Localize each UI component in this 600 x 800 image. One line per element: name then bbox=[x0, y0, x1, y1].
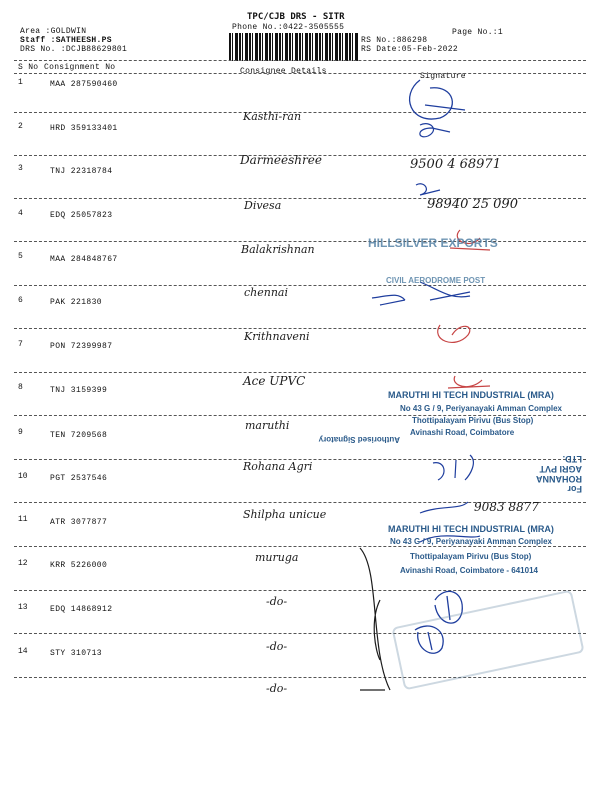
row-consignment: STY 310713 bbox=[50, 649, 103, 658]
row-sno: 14 bbox=[18, 647, 28, 656]
row-sno: 7 bbox=[18, 340, 23, 349]
row-consignment: TNJ 3159399 bbox=[50, 386, 108, 395]
row-sno: 2 bbox=[18, 122, 23, 131]
consignee-handwriting: -do- bbox=[266, 595, 288, 608]
maruthi-stamp-line: Avinashi Road, Coimbatore bbox=[410, 428, 515, 437]
row-consignment: MAA 287590460 bbox=[50, 80, 118, 89]
col-consignee: Consignee Details bbox=[240, 67, 327, 76]
hillsilver-stamp-line: CIVIL AERODROME POST bbox=[386, 276, 486, 285]
signature-phone: 9083 8877 bbox=[474, 500, 539, 514]
hillsilver-stamp-title: HILLSILVER EXPORTS bbox=[368, 236, 498, 250]
maruthi-stamp-line: Thottipalayam Pirivu (Bus Stop) bbox=[410, 552, 532, 561]
row-sno: 8 bbox=[18, 383, 23, 392]
col-consignment: Consignment No bbox=[44, 63, 116, 72]
row-sno: 10 bbox=[18, 472, 28, 481]
row-sno: 6 bbox=[18, 296, 23, 305]
maruthi-stamp-line: No 43 G / 9, Periyanayaki Amman Complex bbox=[390, 537, 552, 546]
consignee-handwriting: Ace UPVC bbox=[243, 374, 306, 388]
consignee-handwriting: Kasthi-ran bbox=[243, 110, 302, 123]
phone-number: Phone No.:0422-3505555 bbox=[232, 23, 345, 32]
consignee-handwriting: Balakrishnan bbox=[241, 243, 315, 256]
maruthi-stamp-line: Thottipalayam Pirivu (Bus Stop) bbox=[412, 416, 534, 425]
maruthi-stamp-title: MARUTHI HI TECH INDUSTRIAL (MRA) bbox=[388, 390, 554, 400]
staff-label: Staff :SATHEESH.PS bbox=[20, 36, 112, 45]
consignee-handwriting: Darmeeshree bbox=[240, 153, 322, 167]
row-sno: 11 bbox=[18, 515, 28, 524]
consignee-handwriting: Rohana Agri bbox=[243, 460, 313, 473]
rs-date: RS Date:05-Feb-2022 bbox=[361, 45, 458, 54]
row-sno: 5 bbox=[18, 252, 23, 261]
drs-number: DRS No. :DCJB88629801 bbox=[20, 45, 128, 54]
row-consignment: PGT 2537546 bbox=[50, 474, 108, 483]
consignee-handwriting: Shilpha unicue bbox=[243, 508, 327, 521]
consignee-handwriting: chennai bbox=[244, 286, 288, 299]
rs-number: RS No.:886298 bbox=[361, 36, 428, 45]
row-sno: 13 bbox=[18, 603, 28, 612]
row-consignment: PAK 221830 bbox=[50, 298, 103, 307]
col-sno: S No bbox=[18, 63, 39, 72]
signature-phone: 98940 25 090 bbox=[427, 197, 518, 212]
row-consignment: TNJ 22318784 bbox=[50, 167, 113, 176]
consignee-handwriting: muruga bbox=[255, 551, 299, 564]
signature-phone: 9500 4 68971 bbox=[410, 157, 501, 172]
consignee-handwriting: -do- bbox=[266, 640, 288, 653]
document-title: TPC/CJB DRS - SITR bbox=[247, 12, 345, 22]
row-consignment: EDQ 14868912 bbox=[50, 605, 113, 614]
row-sno: 1 bbox=[18, 78, 23, 87]
row-sno: 3 bbox=[18, 164, 23, 173]
row-sno: 12 bbox=[18, 559, 28, 568]
consignee-handwriting: Krithnaveni bbox=[244, 330, 310, 343]
consignee-handwriting: maruthi bbox=[245, 419, 290, 432]
maruthi-stamp-line: No 43 G / 9, Periyanayaki Amman Complex bbox=[400, 404, 562, 413]
consignee-handwriting: -do- bbox=[266, 682, 288, 695]
row-consignment: HRD 359133401 bbox=[50, 124, 118, 133]
consignee-handwriting: Divesa bbox=[244, 199, 282, 212]
row-consignment: KRR 5226000 bbox=[50, 561, 108, 570]
row-consignment: EDQ 25057823 bbox=[50, 211, 113, 220]
row-sno: 4 bbox=[18, 209, 23, 218]
authorised-signatory: Authorised Signatory bbox=[318, 435, 400, 444]
maruthi-stamp-title: MARUTHI HI TECH INDUSTRIAL (MRA) bbox=[388, 524, 554, 534]
row-consignment: TEN 7209568 bbox=[50, 431, 108, 440]
row-sno: 9 bbox=[18, 428, 23, 437]
col-signature: Signature bbox=[420, 72, 466, 81]
area-label: Area :GOLDWIN bbox=[20, 27, 87, 36]
row-consignment: MAA 284848767 bbox=[50, 255, 118, 264]
page-number: Page No.:1 bbox=[452, 28, 504, 37]
rohanna-stamp: For ROHANNA AGRI PVT LTD. bbox=[536, 454, 582, 494]
maruthi-stamp-line: Avinashi Road, Coimbatore - 641014 bbox=[400, 566, 538, 575]
row-consignment: ATR 3077877 bbox=[50, 518, 108, 527]
row-consignment: PON 72399987 bbox=[50, 342, 113, 351]
